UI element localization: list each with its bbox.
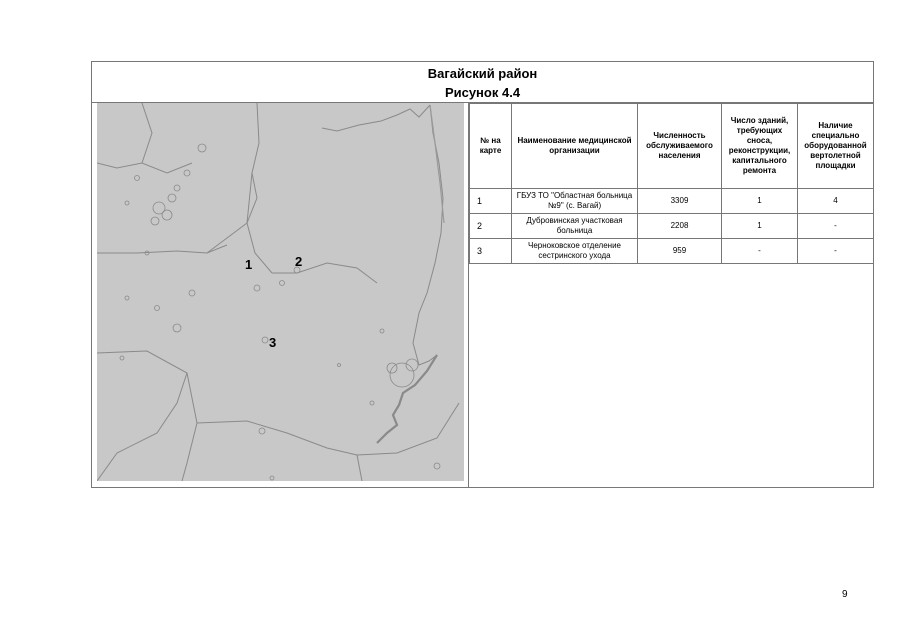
cell-num: 3: [470, 239, 512, 264]
cell-buildings: -: [722, 239, 798, 264]
figure-subtitle: Рисунок 4.4: [444, 85, 521, 100]
cell-name: Черноковское отделение сестринского ухода: [512, 239, 638, 264]
figure-title: Вагайский район: [427, 66, 538, 81]
page-number: 9: [842, 589, 848, 600]
cell-name: Дубровинская участковая больница: [512, 214, 638, 239]
header-population: Численность обслуживаемого населения: [638, 104, 722, 189]
cell-buildings: 1: [722, 189, 798, 214]
header-map-number: № на карте: [470, 104, 512, 189]
map-background: [97, 103, 464, 481]
title-row: [92, 62, 873, 103]
cell-num: 1: [470, 189, 512, 214]
cell-name: ГБУЗ ТО "Областная больница №9" (с. Вагай): [512, 189, 638, 214]
cell-num: 2: [470, 214, 512, 239]
header-buildings: Число зданий, требующих сноса, реконструкции, капитального ремонта: [722, 104, 798, 189]
cell-helipad: -: [798, 214, 874, 239]
table-cell: [469, 103, 873, 487]
cell-helipad: 4: [798, 189, 874, 214]
header-helipad: Наличие специально оборудованной вертолетной площадки: [798, 104, 874, 189]
table-row: [470, 214, 874, 239]
table-header-row: [470, 104, 874, 189]
map-cell: [92, 103, 469, 487]
map-label-3: 3: [269, 335, 277, 350]
map-label-1: 1: [245, 257, 253, 272]
cell-population: 959: [638, 239, 722, 264]
district-map: [97, 103, 464, 481]
medical-organizations-table: [469, 103, 874, 264]
table-row: [470, 239, 874, 264]
cell-helipad: -: [798, 239, 874, 264]
table-row: [470, 189, 874, 214]
cell-buildings: 1: [722, 214, 798, 239]
header-organization-name: Наименование медицинской организации: [512, 104, 638, 189]
cell-population: 3309: [638, 189, 722, 214]
map-label-2: 2: [295, 254, 303, 269]
figure-frame: [91, 61, 874, 488]
cell-population: 2208: [638, 214, 722, 239]
